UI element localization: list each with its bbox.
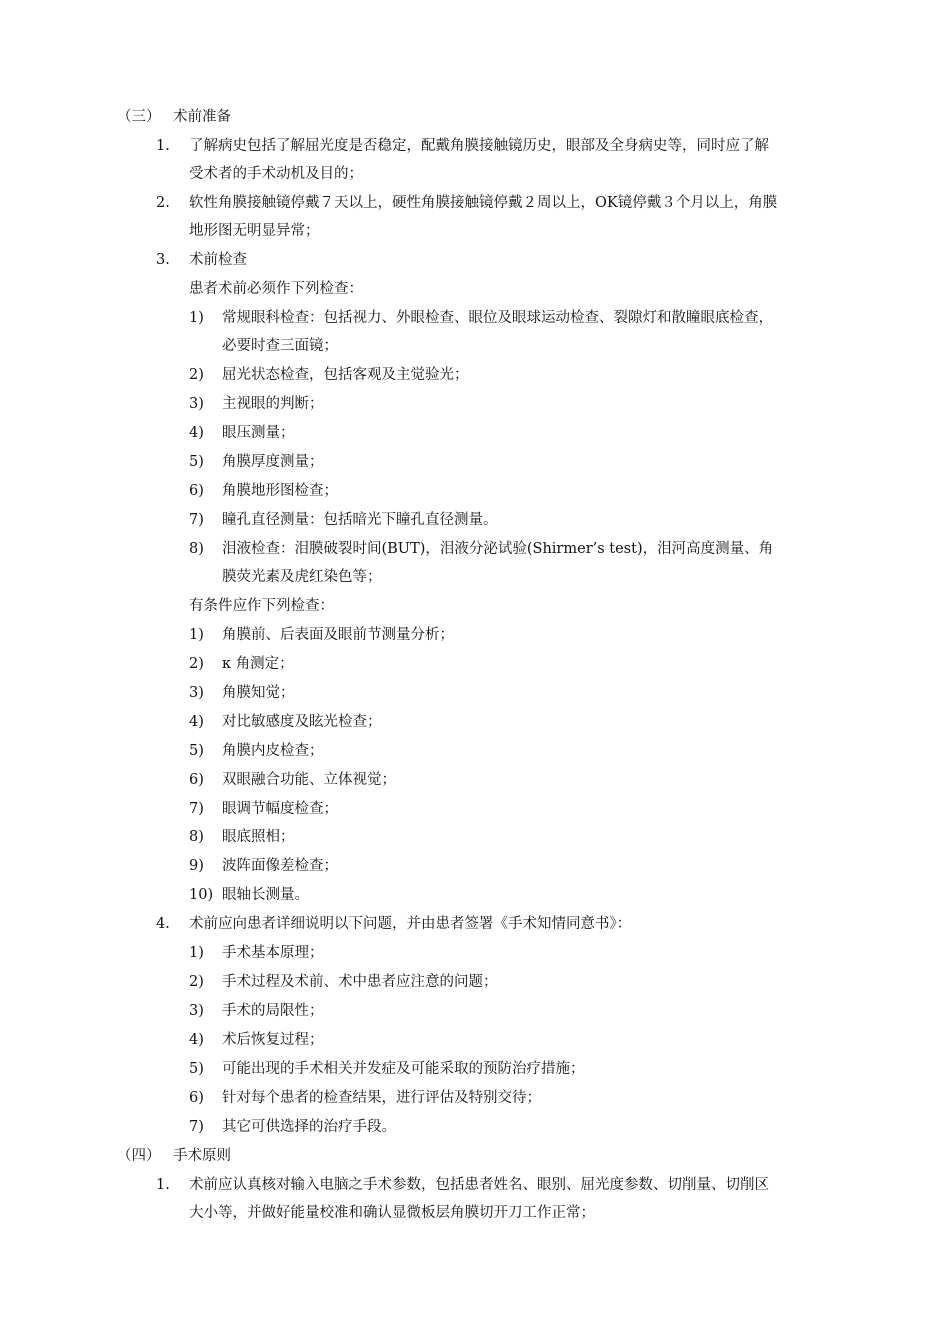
subitem-number: 3) bbox=[189, 685, 204, 701]
subitem-number: 9) bbox=[189, 858, 204, 874]
subitem-number: 7) bbox=[189, 1119, 204, 1135]
subitem-number: 1) bbox=[189, 310, 204, 326]
subitem-text: 对比敏感度及眩光检查； bbox=[222, 714, 382, 730]
item-number: 1. bbox=[156, 1177, 170, 1193]
subitem-number: 2) bbox=[189, 367, 204, 383]
subitem-text: 角膜内皮检查； bbox=[222, 743, 324, 759]
subitem-text: 常规眼科检查：包括视力、外眼检查、眼位及眼球运动检查、裂隙灯和散瞳眼底检查， bbox=[222, 310, 773, 326]
subitem-number: 10) bbox=[189, 887, 214, 903]
item-text-continued: 大小等，并做好能量校准和确认显微板层角膜切开刀工作正常； bbox=[189, 1205, 595, 1221]
subitem-number: 6) bbox=[189, 772, 204, 788]
item-text: 术前应认真核对输入电脑之手术参数，包括患者姓名、眼别、屈光度参数、切削量、切削区 bbox=[189, 1177, 769, 1193]
subitem-number: 6) bbox=[189, 483, 204, 499]
subitem-text: 针对每个患者的检查结果，进行评估及特别交待； bbox=[222, 1090, 541, 1106]
subitem-number: 1) bbox=[189, 945, 204, 961]
subitem-text: 眼压测量； bbox=[222, 425, 295, 441]
item-text-continued: 地形图无明显异常； bbox=[189, 223, 320, 239]
subitem-text: 角膜厚度测量； bbox=[222, 454, 324, 470]
section-4-number: （四） bbox=[117, 1148, 161, 1164]
subitem-number: 2) bbox=[189, 974, 204, 990]
item-number: 2. bbox=[156, 195, 170, 211]
subitem-number: 8) bbox=[189, 541, 204, 557]
subitem-text: 主视眼的判断； bbox=[222, 396, 324, 412]
subitem-number: 4) bbox=[189, 714, 204, 730]
subitem-number: 6) bbox=[189, 1090, 204, 1106]
subitem-number: 3) bbox=[189, 1003, 204, 1019]
subitem-text: 其它可供选择的治疗手段。 bbox=[222, 1119, 396, 1135]
section-4-heading: 手术原则 bbox=[173, 1148, 231, 1164]
subitem-number: 2) bbox=[189, 656, 204, 672]
subitem-number: 3) bbox=[189, 396, 204, 412]
item-text: 了解病史包括了解屈光度是否稳定，配戴角膜接触镜历史，眼部及全身病史等，同时应了解 bbox=[189, 138, 769, 154]
subitem-number: 5) bbox=[189, 454, 204, 470]
subitem-text: 双眼融合功能、立体视觉； bbox=[222, 772, 396, 788]
required-intro: 患者术前必须作下列检查： bbox=[189, 281, 363, 297]
subitem-text: 手术基本原理； bbox=[222, 945, 324, 961]
subitem-text: 瞳孔直径测量：包括暗光下瞳孔直径测量。 bbox=[222, 512, 498, 528]
section-3-number: （三） bbox=[117, 109, 161, 125]
section-3-heading: 术前准备 bbox=[173, 109, 231, 125]
subitem-text: 眼轴长测量。 bbox=[222, 887, 309, 903]
subitem-text: 可能出现的手术相关并发症及可能采取的预防治疗措施； bbox=[222, 1061, 585, 1077]
item-text-continued: 受术者的手术动机及目的； bbox=[189, 166, 363, 182]
subitem-text: 术后恢复过程； bbox=[222, 1032, 324, 1048]
item-title: 术前应向患者详细说明以下问题，并由患者签署《手术知情同意书》： bbox=[189, 916, 632, 932]
subitem-number: 1) bbox=[189, 627, 204, 643]
subitem-text: 角膜前、后表面及眼前节测量分析； bbox=[222, 627, 454, 643]
subitem-number: 5) bbox=[189, 743, 204, 759]
item-number: 4. bbox=[156, 916, 170, 932]
item-text: 软性角膜接触镜停戴７天以上，硬性角膜接触镜停戴２周以上，OK镜停戴３个月以上，角膜 bbox=[189, 195, 778, 211]
subitem-number: 4) bbox=[189, 425, 204, 441]
subitem-text: 眼底照相； bbox=[222, 829, 295, 845]
subitem-number: 8) bbox=[189, 829, 204, 845]
subitem-text: 波阵面像差检查； bbox=[222, 858, 338, 874]
subitem-number: 4) bbox=[189, 1032, 204, 1048]
subitem-text-continued: 膜荧光素及虎红染色等； bbox=[222, 569, 382, 585]
subitem-text: 手术过程及术前、术中患者应注意的问题； bbox=[222, 974, 498, 990]
subitem-text: 手术的局限性； bbox=[222, 1003, 324, 1019]
subitem-text: 泪液检查：泪膜破裂时间(BUT)，泪液分泌试验(Shirmer’s test)，泪河高度测量、角 bbox=[222, 541, 774, 557]
conditional-intro: 有条件应作下列检查： bbox=[189, 598, 334, 614]
subitem-text: κ 角测定； bbox=[222, 656, 294, 672]
subitem-number: 5) bbox=[189, 1061, 204, 1077]
item-number: 1. bbox=[156, 138, 170, 154]
subitem-text: 屈光状态检查，包括客观及主觉验光； bbox=[222, 367, 469, 383]
item-title: 术前检查 bbox=[189, 252, 247, 268]
subitem-number: 7) bbox=[189, 512, 204, 528]
subitem-number: 7) bbox=[189, 801, 204, 817]
item-number: 3. bbox=[156, 252, 170, 268]
subitem-text: 眼调节幅度检查； bbox=[222, 801, 338, 817]
subitem-text-continued: 必要时查三面镜； bbox=[222, 338, 338, 354]
subitem-text: 角膜地形图检查； bbox=[222, 483, 338, 499]
subitem-text: 角膜知觉； bbox=[222, 685, 295, 701]
